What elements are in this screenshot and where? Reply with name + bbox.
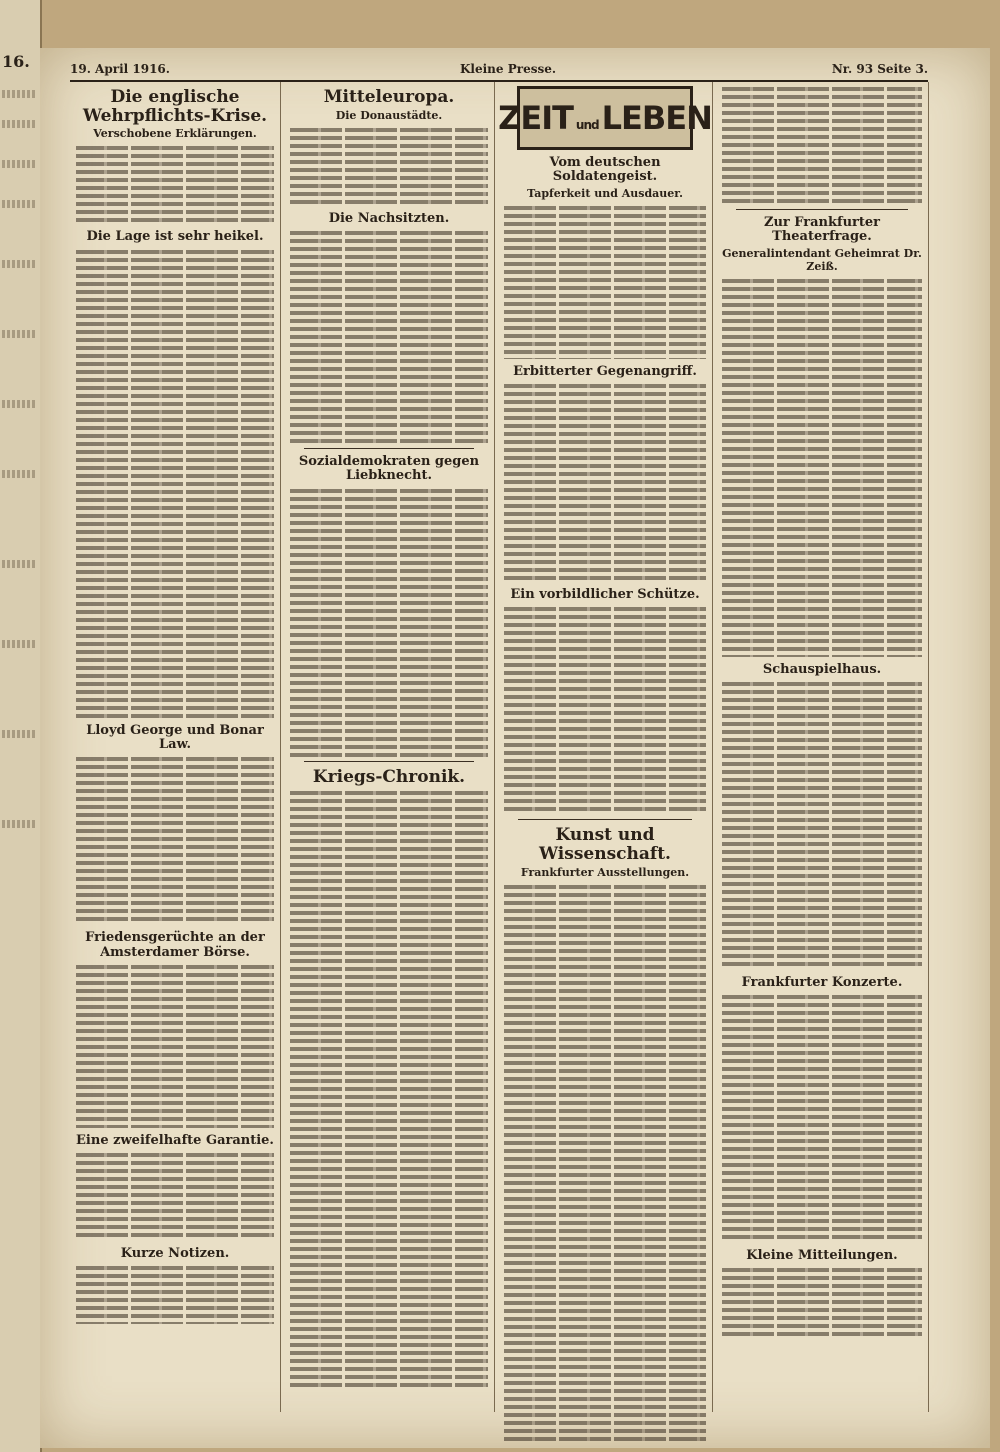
article-subheading: Verschobene Erklärungen. <box>93 127 257 141</box>
article-text <box>722 993 922 1243</box>
article-heading: Zur Frankfurter Theaterfrage. <box>763 215 881 245</box>
article-subheading: Tapferkeit und Ausdauer. <box>527 186 683 200</box>
article-text <box>722 277 922 657</box>
article-text <box>722 1266 922 1336</box>
adjacent-page-strip <box>0 0 42 1452</box>
article-heading: Kunst und Wissenschaft. <box>539 825 671 864</box>
article-text <box>290 229 488 444</box>
article-heading: Kurze Notizen. <box>120 1246 230 1262</box>
article-heading: Lloyd George und Bonar Law. <box>86 722 264 752</box>
article-heading: Ein vorbildlicher Schütze. <box>510 586 700 602</box>
column-4 <box>716 82 929 1412</box>
zeit-und-leben-banner: ZEIT und LEBEN <box>517 86 693 150</box>
article-heading: Frankfurter Konzerte. <box>741 974 903 990</box>
article-text <box>722 680 922 970</box>
issue-date: 19. April 1916. <box>70 62 170 76</box>
article-text <box>76 963 274 1128</box>
article-text <box>504 382 706 582</box>
article-heading: Erbitterter Gegenangriff. <box>513 363 697 379</box>
article-text <box>76 144 274 224</box>
article-text <box>76 248 274 718</box>
article-subheading: Generalintendant Geheimrat Dr. Zeiß. <box>722 246 922 273</box>
page-header <box>70 60 928 82</box>
article-heading: Kriegs-Chronik. <box>312 766 466 787</box>
paper-title: Kleine Presse. <box>460 62 557 76</box>
article-heading: Sozialdemokraten gegen Liebknecht. <box>298 453 480 484</box>
article-heading: Schauspielhaus. <box>762 661 882 677</box>
article-heading: Die Nachsitzten. <box>328 210 450 226</box>
article-heading: Die Lage ist sehr heikel. <box>86 229 264 245</box>
article-subheading: Frankfurter Ausstellungen. <box>520 865 690 879</box>
article-text <box>504 883 706 1443</box>
article-text <box>290 487 488 757</box>
article-text <box>504 204 706 359</box>
article-text <box>76 755 274 925</box>
article-text <box>290 789 488 1389</box>
article-heading: Kleine Mitteilungen. <box>746 1248 898 1264</box>
article-heading: Die englische Wehrpflichts-Krise. <box>82 87 268 126</box>
article-text <box>76 1264 274 1324</box>
article-heading: Eine zweifelhafte Garantie. <box>76 1132 274 1148</box>
article-text <box>76 1151 274 1241</box>
issue-number: Nr. 93 Seite 3. <box>831 62 928 76</box>
article-text <box>722 85 922 205</box>
article-heading: Vom deutschen Soldatengeist. <box>549 155 661 185</box>
column-3 <box>498 82 713 1412</box>
article-text <box>504 605 706 815</box>
column-1 <box>70 82 281 1412</box>
article-text <box>290 126 488 206</box>
article-heading: Friedensgerüchte an der Amsterdamer Börse. <box>85 930 265 960</box>
column-2 <box>284 82 495 1412</box>
article-subheading: Die Donaustädte. <box>335 108 443 122</box>
article-heading: Mitteleuropa. <box>323 87 455 107</box>
adjacent-page-number: 16. <box>2 52 30 71</box>
